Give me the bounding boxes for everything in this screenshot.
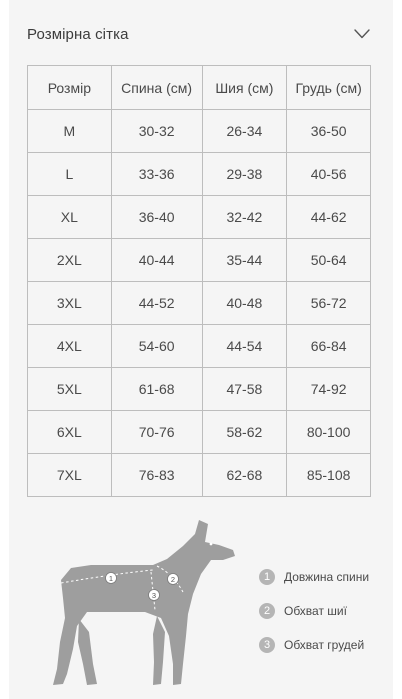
table-row xyxy=(28,110,371,153)
table-row xyxy=(28,325,371,368)
legend-label: Обхват шиї xyxy=(284,604,347,618)
table-row xyxy=(28,153,371,196)
size-table xyxy=(27,65,371,497)
cell-size: 4XL xyxy=(28,325,112,368)
cell-neck: 35-44 xyxy=(202,239,287,282)
cell-size: M xyxy=(28,110,112,153)
cell-back: 54-60 xyxy=(111,325,202,368)
cell-size: 2XL xyxy=(28,239,112,282)
cell-neck: 29-38 xyxy=(202,153,287,196)
cell-back: 33-36 xyxy=(111,153,202,196)
cell-back: 70-76 xyxy=(111,411,202,454)
cell-neck: 62-68 xyxy=(202,454,287,497)
table-row xyxy=(28,454,371,497)
dog-hind-leg-shape xyxy=(78,619,97,685)
cell-chest: 74-92 xyxy=(287,368,371,411)
cell-back: 36-40 xyxy=(111,196,202,239)
table-header-row xyxy=(28,66,371,110)
cell-back: 44-52 xyxy=(111,282,202,325)
header-back: Спина (см) xyxy=(111,66,202,110)
legend-label: Обхват грудей xyxy=(284,638,365,652)
cell-chest: 36-50 xyxy=(287,110,371,153)
cell-size: 7XL xyxy=(28,454,112,497)
marker-3 xyxy=(149,590,160,601)
legend-number-badge: 1 xyxy=(259,569,275,585)
legend-item-neck-girth xyxy=(259,602,369,620)
cell-size: L xyxy=(28,153,112,196)
header-neck: Шия (см) xyxy=(202,66,287,110)
size-chart-card xyxy=(9,0,393,699)
cell-chest: 40-56 xyxy=(287,153,371,196)
cell-neck: 26-34 xyxy=(202,110,287,153)
measurement-legend xyxy=(259,568,369,670)
dog-body-shape xyxy=(53,520,235,685)
legend-number-badge: 3 xyxy=(259,637,275,653)
table-row xyxy=(28,368,371,411)
cell-back: 30-32 xyxy=(111,110,202,153)
cell-size: XL xyxy=(28,196,112,239)
header-chest: Грудь (см) xyxy=(287,66,371,110)
chevron-down-icon[interactable] xyxy=(353,28,371,40)
cell-size: 6XL xyxy=(28,411,112,454)
table-row xyxy=(28,196,371,239)
marker-1 xyxy=(106,573,117,584)
cell-neck: 44-54 xyxy=(202,325,287,368)
cell-back: 76-83 xyxy=(111,454,202,497)
legend-item-chest-girth xyxy=(259,636,369,654)
cell-chest: 80-100 xyxy=(287,411,371,454)
cell-chest: 66-84 xyxy=(287,325,371,368)
cell-neck: 58-62 xyxy=(202,411,287,454)
cell-neck: 32-42 xyxy=(202,196,287,239)
accordion-title: Розмірна сітка xyxy=(27,25,129,43)
marker-1-label: 1 xyxy=(108,574,114,583)
size-chart-accordion-header[interactable] xyxy=(9,10,393,58)
dog-front-leg-shape xyxy=(153,616,165,685)
cell-size: 5XL xyxy=(28,368,112,411)
cell-neck: 47-58 xyxy=(202,368,287,411)
cell-chest: 50-64 xyxy=(287,239,371,282)
cell-back: 61-68 xyxy=(111,368,202,411)
header-size: Розмір xyxy=(28,66,112,110)
measurement-guide xyxy=(9,510,393,699)
dog-eye xyxy=(210,543,213,546)
cell-back: 40-44 xyxy=(111,239,202,282)
table-row xyxy=(28,282,371,325)
table-row xyxy=(28,411,371,454)
cell-neck: 40-48 xyxy=(202,282,287,325)
legend-number-badge: 2 xyxy=(259,603,275,619)
marker-3-label: 3 xyxy=(151,591,157,600)
marker-2 xyxy=(168,574,179,585)
cell-chest: 85-108 xyxy=(287,454,371,497)
cell-chest: 44-62 xyxy=(287,196,371,239)
marker-2-label: 2 xyxy=(170,575,176,584)
dog-silhouette-icon xyxy=(23,514,243,689)
cell-chest: 56-72 xyxy=(287,282,371,325)
legend-item-back-length xyxy=(259,568,369,586)
cell-size: 3XL xyxy=(28,282,112,325)
legend-label: Довжина спини xyxy=(284,570,370,584)
table-row xyxy=(28,239,371,282)
